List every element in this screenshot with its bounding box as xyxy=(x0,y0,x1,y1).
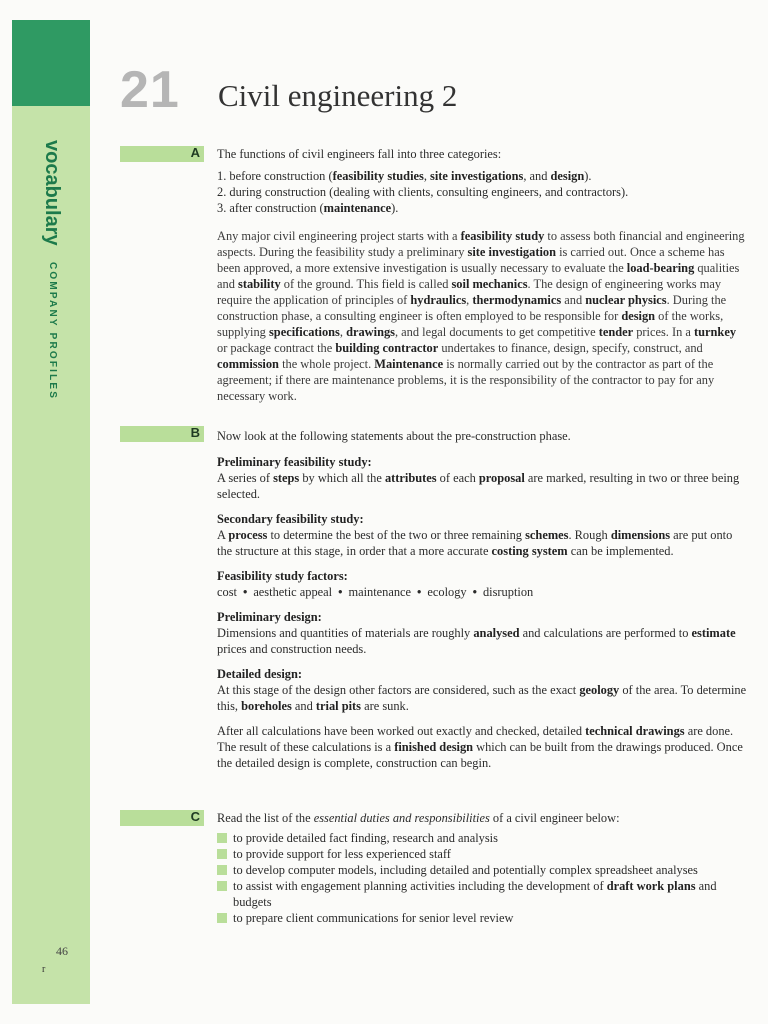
bold-term: process xyxy=(228,528,268,542)
bold-term: thermodynamics xyxy=(472,293,562,307)
bold-term: boreholes xyxy=(241,699,292,713)
bold-term: feasibility studies xyxy=(332,169,424,183)
bold-term: specifications xyxy=(268,325,340,339)
bold-term: design xyxy=(621,309,656,323)
bold-term: hydraulics xyxy=(410,293,467,307)
bold-term: technical drawings xyxy=(585,724,685,738)
bold-term: estimate xyxy=(691,626,736,640)
sidebar-label xyxy=(40,140,63,400)
bullet-icon: • xyxy=(472,585,477,599)
stage-text xyxy=(217,584,747,600)
square-bullet-icon xyxy=(217,849,227,859)
bold-term: analysed xyxy=(473,626,520,640)
bold-term: dimensions xyxy=(610,528,671,542)
section-b-stages xyxy=(217,454,747,714)
section-a xyxy=(217,146,747,414)
square-bullet-icon xyxy=(217,881,227,891)
bold-term: trial pits xyxy=(315,699,362,713)
section-a-intro: The functions of civil engineers fall into three categories: xyxy=(217,147,502,161)
bullet-icon: • xyxy=(417,585,422,599)
bold-term: geology xyxy=(579,683,620,697)
bold-term: Maintenance xyxy=(374,357,444,371)
bullet-icon: • xyxy=(338,585,343,599)
page-number: 46 xyxy=(56,944,68,958)
list-item: 1. before construction (feasibility studies, site investigations, and design). xyxy=(217,169,592,183)
section-b xyxy=(217,428,747,781)
stage-block xyxy=(217,568,747,600)
stage-block xyxy=(217,666,747,714)
stage-text: Dimensions and quantities of materials are roughly analysed and calculations are performed to estimate prices and construction needs. xyxy=(217,626,736,656)
bold-term: draft work plans xyxy=(606,879,696,893)
stage-block xyxy=(217,609,747,657)
bold-term: proposal xyxy=(478,471,525,485)
bold-term: tender xyxy=(598,325,634,339)
italic-term: essential duties and responsibilities xyxy=(313,811,490,825)
stage-heading: Detailed design: xyxy=(217,667,303,681)
sidebar-label-sub: COMPANY PROFILES xyxy=(47,262,58,401)
bold-term: nuclear physics xyxy=(585,293,667,307)
bold-term: maintenance xyxy=(323,201,392,215)
duty-item: to prepare client communications for senior level review xyxy=(217,910,747,926)
factor-item: ecology xyxy=(427,585,467,599)
duty-item: to provide detailed fact finding, research and analysis xyxy=(217,830,747,846)
sidebar-color-block xyxy=(12,20,90,106)
stage-heading: Preliminary design: xyxy=(217,610,322,624)
stage-heading: Secondary feasibility study: xyxy=(217,512,364,526)
bold-term: feasibility study xyxy=(460,229,545,243)
section-c xyxy=(217,810,747,926)
bold-term: stability xyxy=(238,277,281,291)
section-b-letter: B xyxy=(190,425,200,440)
duty-item: to develop computer models, including detailed and potentially complex spreadsheet analyses xyxy=(217,862,747,878)
section-c-marker xyxy=(120,810,204,826)
bold-term: building contractor xyxy=(335,341,439,355)
square-bullet-icon xyxy=(217,913,227,923)
section-a-list xyxy=(217,168,747,216)
bold-term: soil mechanics xyxy=(451,277,528,291)
bold-term: costing system xyxy=(491,544,568,558)
bold-term: site investigations xyxy=(430,169,524,183)
bold-term: commission xyxy=(217,357,279,371)
list-item: 2. during construction (dealing with clients, consulting engineers, and contractors). xyxy=(217,185,629,199)
list-item: 3. after construction (maintenance). xyxy=(217,201,399,215)
factor-item: aesthetic appeal xyxy=(253,585,333,599)
bold-term: steps xyxy=(273,471,300,485)
corner-mark: r xyxy=(42,964,46,975)
bold-term: schemes xyxy=(525,528,569,542)
section-b-intro: Now look at the following statements about the pre-construction phase. xyxy=(217,429,571,443)
duty-item: to provide support for less experienced staff xyxy=(217,846,747,862)
stage-heading: Preliminary feasibility study: xyxy=(217,455,372,469)
unit-number: 21 xyxy=(120,61,180,119)
stage-block xyxy=(217,511,747,559)
section-a-paragraph: Any major civil engineering project starts with a feasibility study to assess both financial and engineering aspects. During the feasibility study a preliminary site investigation is carried out. Once a scheme has been approved, a more extensive investigation is usually necessary to evaluate the load-bearing qualities and stability of the ground. This field is called soil mechanics. The design of engineering works may require the application of principles of hydraulics, thermodynamics and nuclear physics. During the construction phase, a consulting engineer is often employed to be responsible for design of the works, supplying specifications, drawings, and legal documents to get competitive tender prices. In a turnkey or package contract the building contractor undertakes to finance, design, specify, construct, and commission the whole project. Maintenance is normally carried out by the contractor as part of the agreement; if there are maintenance problems, it is the responsibility of the contractor to pay for any necessary work. xyxy=(217,229,745,403)
section-c-letter: C xyxy=(190,809,200,824)
bold-term: turnkey xyxy=(694,325,737,339)
section-b-marker xyxy=(120,426,204,442)
stage-text: At this stage of the design other factors are considered, such as the exact geology of the area. To determine this, boreholes and trial pits are sunk. xyxy=(217,683,747,713)
section-a-letter: A xyxy=(190,145,200,160)
bold-term: drawings xyxy=(346,325,395,339)
section-a-marker xyxy=(120,146,204,162)
section-c-intro: Read the list of the essential duties and responsibilities of a civil engineer below: xyxy=(217,811,620,825)
bullet-icon: • xyxy=(242,585,248,599)
square-bullet-icon xyxy=(217,833,227,843)
stage-text: A process to determine the best of the two or three remaining schemes. Rough dimensions are put onto the structure at this stage, in order that a more accurate costing system can be implemented. xyxy=(217,528,733,558)
section-b-closing: After all calculations have been worked out exactly and checked, detailed technical drawings are done. The result of these calculations is a finished design which can be built from the drawings produced. Once the detailed design is complete, construction can begin. xyxy=(217,724,743,770)
stage-text: A series of steps by which all the attributes of each proposal are marked, resulting in two or three being selected. xyxy=(217,471,740,501)
bold-term: load-bearing xyxy=(626,261,695,275)
sidebar-label-main: vocabulary xyxy=(41,140,63,246)
factor-item: disruption xyxy=(482,585,534,599)
factor-item: cost xyxy=(217,585,237,599)
stage-block xyxy=(217,454,747,502)
duty-item: to assist with engagement planning activities including the development of draft work plans and budgets xyxy=(217,878,747,910)
square-bullet-icon xyxy=(217,865,227,875)
duty-list xyxy=(217,830,747,926)
page-title: Civil engineering 2 xyxy=(218,78,458,113)
bold-term: finished design xyxy=(394,740,474,754)
bold-term: attributes xyxy=(384,471,437,485)
stage-heading: Feasibility study factors: xyxy=(217,569,348,583)
factor-item: maintenance xyxy=(348,585,412,599)
bold-term: site investigation xyxy=(467,245,556,259)
bold-term: design xyxy=(550,169,585,183)
